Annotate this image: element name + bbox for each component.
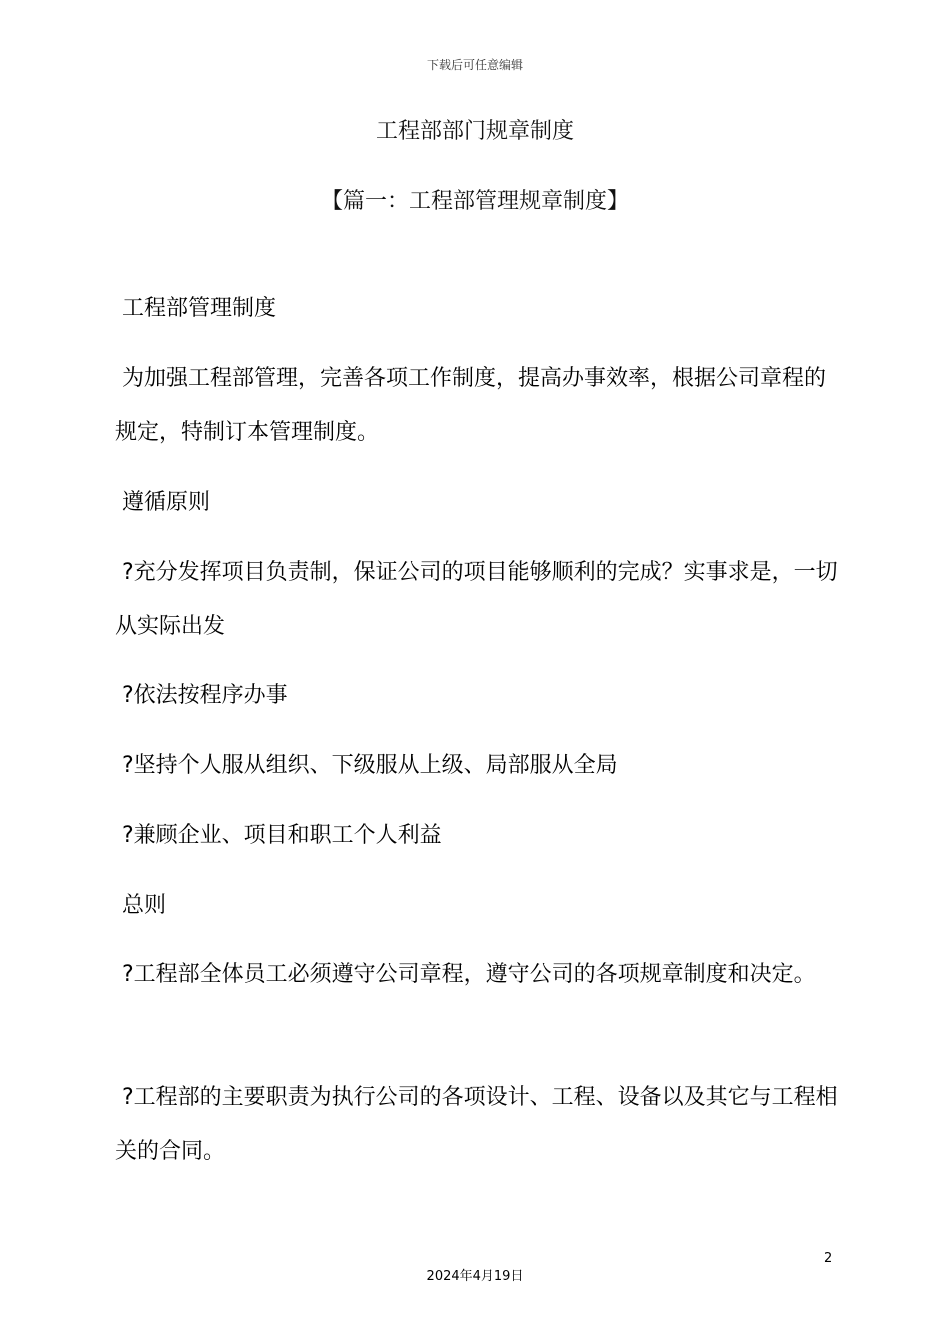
page-footer-date: 2024年4月19日 [426,1269,524,1284]
paragraph-principle-1: ?充分发挥项目负责制，保证公司的项目能够顺利的完成？实事求是，一切从实际出发 [115,560,838,639]
paragraph-principle-3: ?坚持个人服从组织、下级服从上级、局部服从全局 [115,753,618,778]
page-header-note: 下载后可任意编辑 [426,58,523,72]
document-title: 工程部部门规章制度 [375,119,574,144]
paragraph-intro: 为加强工程部管理，完善各项工作制度，提高办事效率，根据公司章程的规定，特制订本管理制度。 [115,366,827,445]
paragraph-principle-2: ?依法按程序办事 [115,683,288,708]
paragraph-principle-4: ?兼顾企业、项目和职工个人利益 [115,823,442,848]
paragraph-general-2: ?工程部的主要职责为执行公司的各项设计、工程、设备以及其它与工程相关的合同。 [115,1085,838,1164]
paragraph-heading-principles: 遵循原则 [115,490,211,515]
paragraph-heading-management-system: 工程部管理制度 [115,296,277,321]
section-title: 【篇一：工程部管理规章制度】 [320,189,629,214]
paragraph-heading-general: 总则 [115,893,167,918]
paragraph-general-1: ?工程部全体员工必须遵守公司章程，遵守公司的各项规章制度和决定。 [115,962,816,987]
page-number: 2 [824,1251,833,1266]
